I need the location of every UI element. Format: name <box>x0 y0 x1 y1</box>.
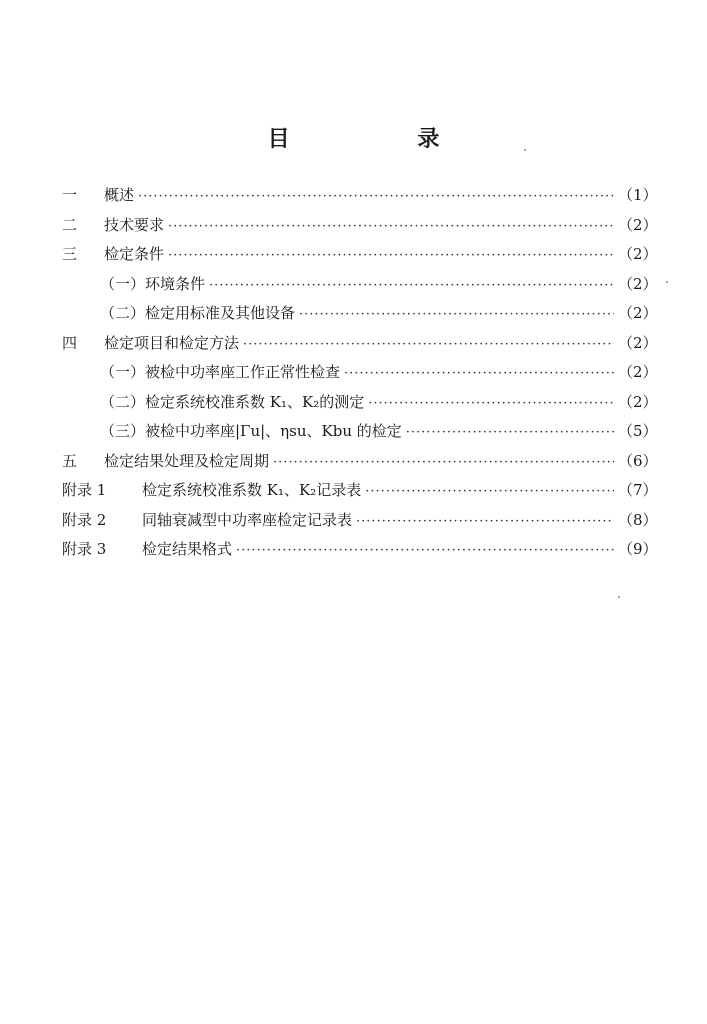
dot-leader <box>406 418 614 448</box>
toc-appendix-2 <box>62 506 656 536</box>
toc-entry-4 <box>62 329 656 359</box>
toc-label: （二）检定用标准及其他设备 <box>100 304 296 322</box>
toc-label: 检定系统校准系数 K₁、K₂记录表 <box>142 481 362 499</box>
toc-page-number: （7） <box>618 481 658 499</box>
toc-page-number: （2） <box>618 392 658 411</box>
toc-number: 一 <box>62 186 78 204</box>
toc-label: 检定结果处理及检定周期 <box>104 451 270 470</box>
toc-page-number: （5） <box>618 422 658 440</box>
toc-label: 检定结果格式 <box>142 540 233 558</box>
toc-entry-5 <box>62 447 656 477</box>
dot-leader <box>356 507 614 537</box>
toc-page-number: （8） <box>618 510 658 529</box>
table-of-contents <box>62 181 656 565</box>
toc-page-number: （9） <box>618 540 658 558</box>
toc-page-number: （6） <box>618 451 658 470</box>
toc-page-number: （2） <box>618 363 658 381</box>
toc-page-number: （2） <box>618 245 658 263</box>
toc-label: （二）检定系统校准系数 K₁、K₂的测定 <box>100 392 365 411</box>
dot-leader <box>168 212 614 242</box>
dot-leader <box>243 330 614 360</box>
toc-number: 五 <box>62 451 78 470</box>
toc-label: 概述 <box>104 186 135 204</box>
dot-leader <box>236 536 614 566</box>
toc-number: 三 <box>62 245 78 263</box>
toc-label: 技术要求 <box>104 215 165 234</box>
toc-number: 附录 1 <box>62 481 107 499</box>
scan-speck <box>524 149 526 151</box>
toc-appendix-1 <box>62 476 656 506</box>
toc-entry-3-1 <box>62 270 656 300</box>
toc-label: 同轴衰减型中功率座检定记录表 <box>142 510 353 529</box>
toc-page-number: （2） <box>618 304 658 322</box>
toc-entry-4-1 <box>62 358 656 388</box>
dot-leader <box>273 448 614 478</box>
toc-entry-4-2 <box>62 388 656 418</box>
toc-entry-2 <box>62 211 656 241</box>
toc-page-number: （2） <box>618 274 658 293</box>
toc-label: （三）被检中功率座|Γu|、ηsu、Kbu 的检定 <box>100 422 402 440</box>
scan-speck <box>666 281 668 283</box>
dot-leader <box>344 359 614 389</box>
dot-leader <box>368 389 614 419</box>
toc-page-number: （2） <box>618 333 658 352</box>
toc-number: 二 <box>62 215 78 234</box>
toc-number: 附录 2 <box>62 510 107 529</box>
toc-entry-1 <box>62 181 656 211</box>
page-title: 目 录 <box>267 126 500 152</box>
toc-page-number: （2） <box>618 215 658 234</box>
dot-leader <box>365 477 614 507</box>
toc-label: 检定条件 <box>104 245 165 263</box>
scan-speck <box>618 596 620 598</box>
toc-number: 附录 3 <box>62 540 107 558</box>
toc-number: 四 <box>62 333 78 352</box>
toc-label: 检定项目和检定方法 <box>104 333 240 352</box>
dot-leader <box>209 271 614 301</box>
toc-appendix-3 <box>62 535 656 565</box>
toc-entry-3-2 <box>62 299 656 329</box>
toc-label: （一）环境条件 <box>100 274 206 293</box>
dot-leader <box>138 182 614 212</box>
toc-label: （一）被检中功率座工作正常性检查 <box>100 363 341 381</box>
toc-entry-3 <box>62 240 656 270</box>
toc-entry-4-3 <box>62 417 656 447</box>
toc-page-number: （1） <box>618 186 658 204</box>
dot-leader <box>168 241 614 271</box>
dot-leader <box>299 300 614 330</box>
